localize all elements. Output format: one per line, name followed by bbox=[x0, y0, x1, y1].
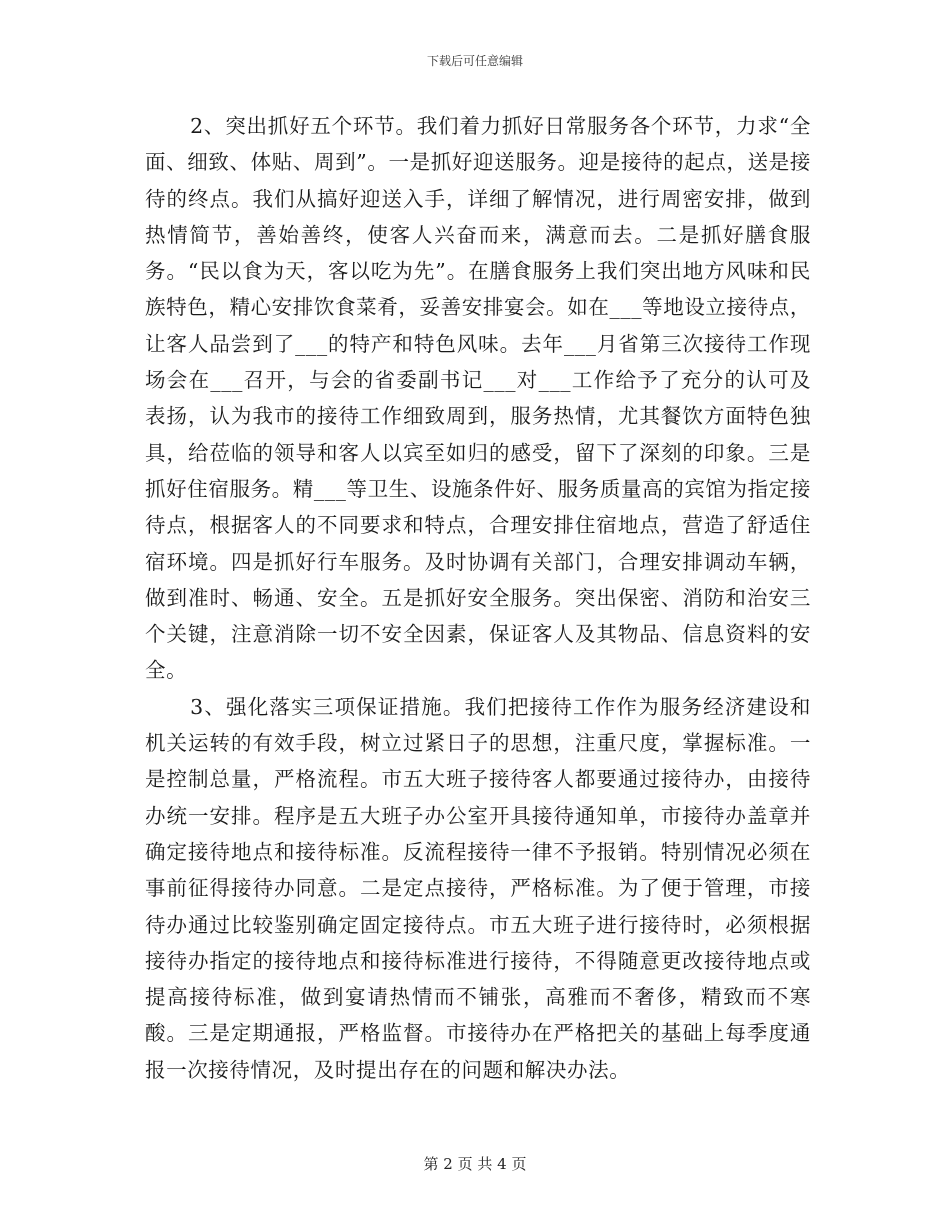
paragraph-five-links: 2、突出抓好五个环节。我们着力抓好日常服务各个环节，力求“全面、细致、体贴、周到”。一是抓好迎送服务。迎是接待的起点，送是接待的终点。我们从搞好迎送入手，详细了解情况，进行周密安排，做到热情简节，善始善终，使客人兴奋而来，满意而去。二是抓好膳食服务。“民以食为天，客以吃为先”。在膳食服务上我们突出地方风味和民族特色，精心安排饮食菜肴，妥善安排宴会。如在___等地设立接待点，让客人品尝到了___的特产和特色风味。去年___月省第三次接待工作现场会在___召开，与会的省委副书记___对___工作给予了充分的认可及表扬，认为我市的接待工作细致周到，服务热情，尤其餐饮方面特色独具，给莅临的领导和客人以宾至如归的感受，留下了深刻的印象。三是抓好住宿服务。精___等卫生、设施条件好、服务质量高的宾馆为指定接待点，根据客人的不同要求和特点，合理安排住宿地点，营造了舒适住宿环境。四是抓好行车服务。及时协调有关部门，合理安排调动车辆，做到准时、畅通、安全。五是抓好安全服务。突出保密、消防和治安三个关键，注意消除一切不安全因素，保证客人及其物品、信息资料的安全。 bbox=[145, 114, 811, 683]
paragraph-three-measures: 3、强化落实三项保证措施。我们把接待工作作为服务经济建设和机关运转的有效手段，树立过紧日子的思想，注重尺度，掌握标准。一是控制总量，严格流程。市五大班子接待客人都要通过接待办，由接待办统一安排。程序是五大班子办公室开具接待通知单，市接待办盖章并确定接待地点和接待标准。反流程接待一律不予报销。特别情况必须在事前征得接待办同意。二是定点接待，严格标准。为了便于管理，市接待办通过比较鉴别确定固定接待点。市五大班子进行接待时，必须根据接待办指定的接待地点和接待标准进行接待，不得随意更改接待地点或提高接待标准，做到宴请热情而不铺张，高雅而不奢侈，精致而不寒酸。三是定期通报，严格监督。市接待办在严格把关的基础上每季度通报一次接待情况，及时提出存在的问题和解决办法。 bbox=[145, 694, 811, 1082]
document-body bbox=[145, 108, 811, 1088]
page-footer: 第 2 页 共 4 页 bbox=[423, 1155, 527, 1173]
page-header: 下载后可任意编辑 bbox=[426, 54, 523, 68]
